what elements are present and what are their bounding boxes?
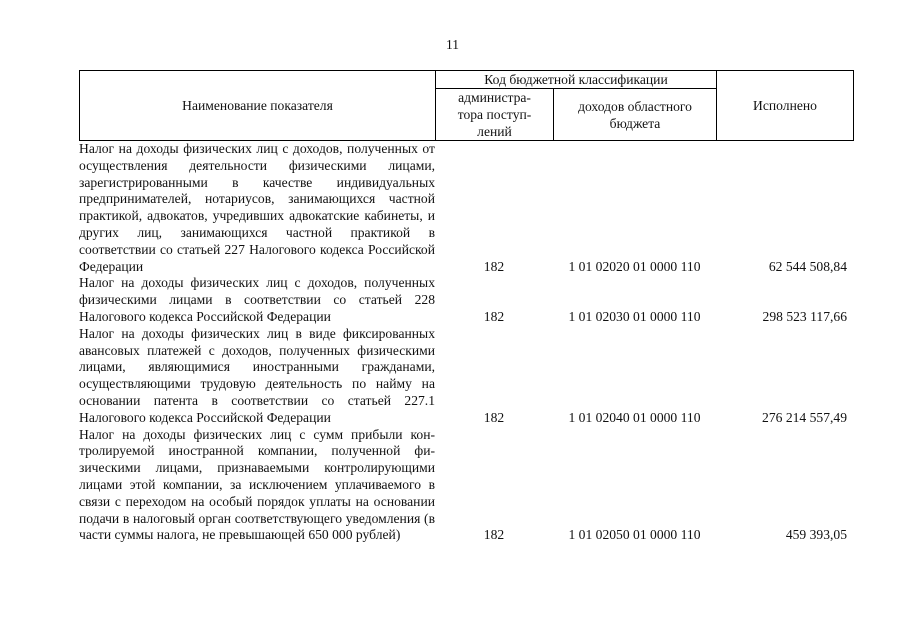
column-header-income: доходов областного бюджета [554, 89, 717, 141]
table-header [79, 70, 854, 141]
row-name: Налог на доходы физических лиц в виде фиксированных авансовых платежей с доходов, полученных физическими лицами, являющимися иностранными гражданами, осуществляющими трудовую деятельность по найму на основании патента в соответствии со статьей 227.1 Налогового кодекса Российской Федерации [79, 325, 435, 425]
column-header-admin: администра- тора поступ- лений [436, 89, 554, 141]
table-row [79, 326, 853, 427]
row-name: Налог на доходы физических лиц с сумм прибыли контролируемой иностранной компании, полученной физическими лицами, признаваемыми контролирующими лицами этой компании, за исключением уплачиваемого в связи с переходом на особый порядок уплаты на основании подачи в налоговый орган соответствующего уведомления (в части суммы налога, не превышающей 650 000 рублей) [79, 426, 435, 543]
row-done-amount: 459 393,05 [785, 527, 847, 543]
table-body [79, 141, 853, 544]
row-budget-code: 1 01 02050 01 0000 110 [568, 527, 701, 543]
column-group-budget-code: Код бюджетной классификации [436, 71, 717, 89]
table-row [79, 427, 853, 545]
row-name: Налог на доходы физических лиц с доходов, полученных физическими лицами в соответствии со статьей 228 Налогового кодекса Российской Федерации [79, 275, 435, 324]
table-row [79, 141, 853, 275]
row-name: Налог на доходы физических лиц с доходов, полученных от осуществления деятельности физическими лицами, зарегистрированными в качестве индивидуальных предпринимателей, нотариусов, занимающихся частной практикой, адвокатов, учредивших адвокатские кабинеты, и других лиц, занимающихся частной практикой в соответствии со статьей 227 Налогового кодекса Российской Федерации [79, 141, 435, 274]
row-done-amount: 62 544 508,84 [768, 258, 847, 274]
row-budget-code: 1 01 02020 01 0000 110 [568, 258, 701, 274]
row-budget-code: 1 01 02030 01 0000 110 [568, 308, 701, 324]
row-done-amount: 298 523 117,66 [762, 308, 847, 324]
row-admin-code: 182 [483, 527, 505, 543]
row-admin-code: 182 [483, 308, 505, 324]
table-row [79, 275, 853, 325]
page-number: 11 [446, 37, 459, 52]
row-admin-code: 182 [483, 409, 505, 425]
row-done-amount: 276 214 557,49 [762, 409, 847, 425]
row-admin-code: 182 [483, 258, 505, 274]
column-header-name: Наименование показателя [80, 71, 436, 141]
row-budget-code: 1 01 02040 01 0000 110 [568, 409, 701, 425]
column-header-done: Исполнено [717, 71, 854, 141]
